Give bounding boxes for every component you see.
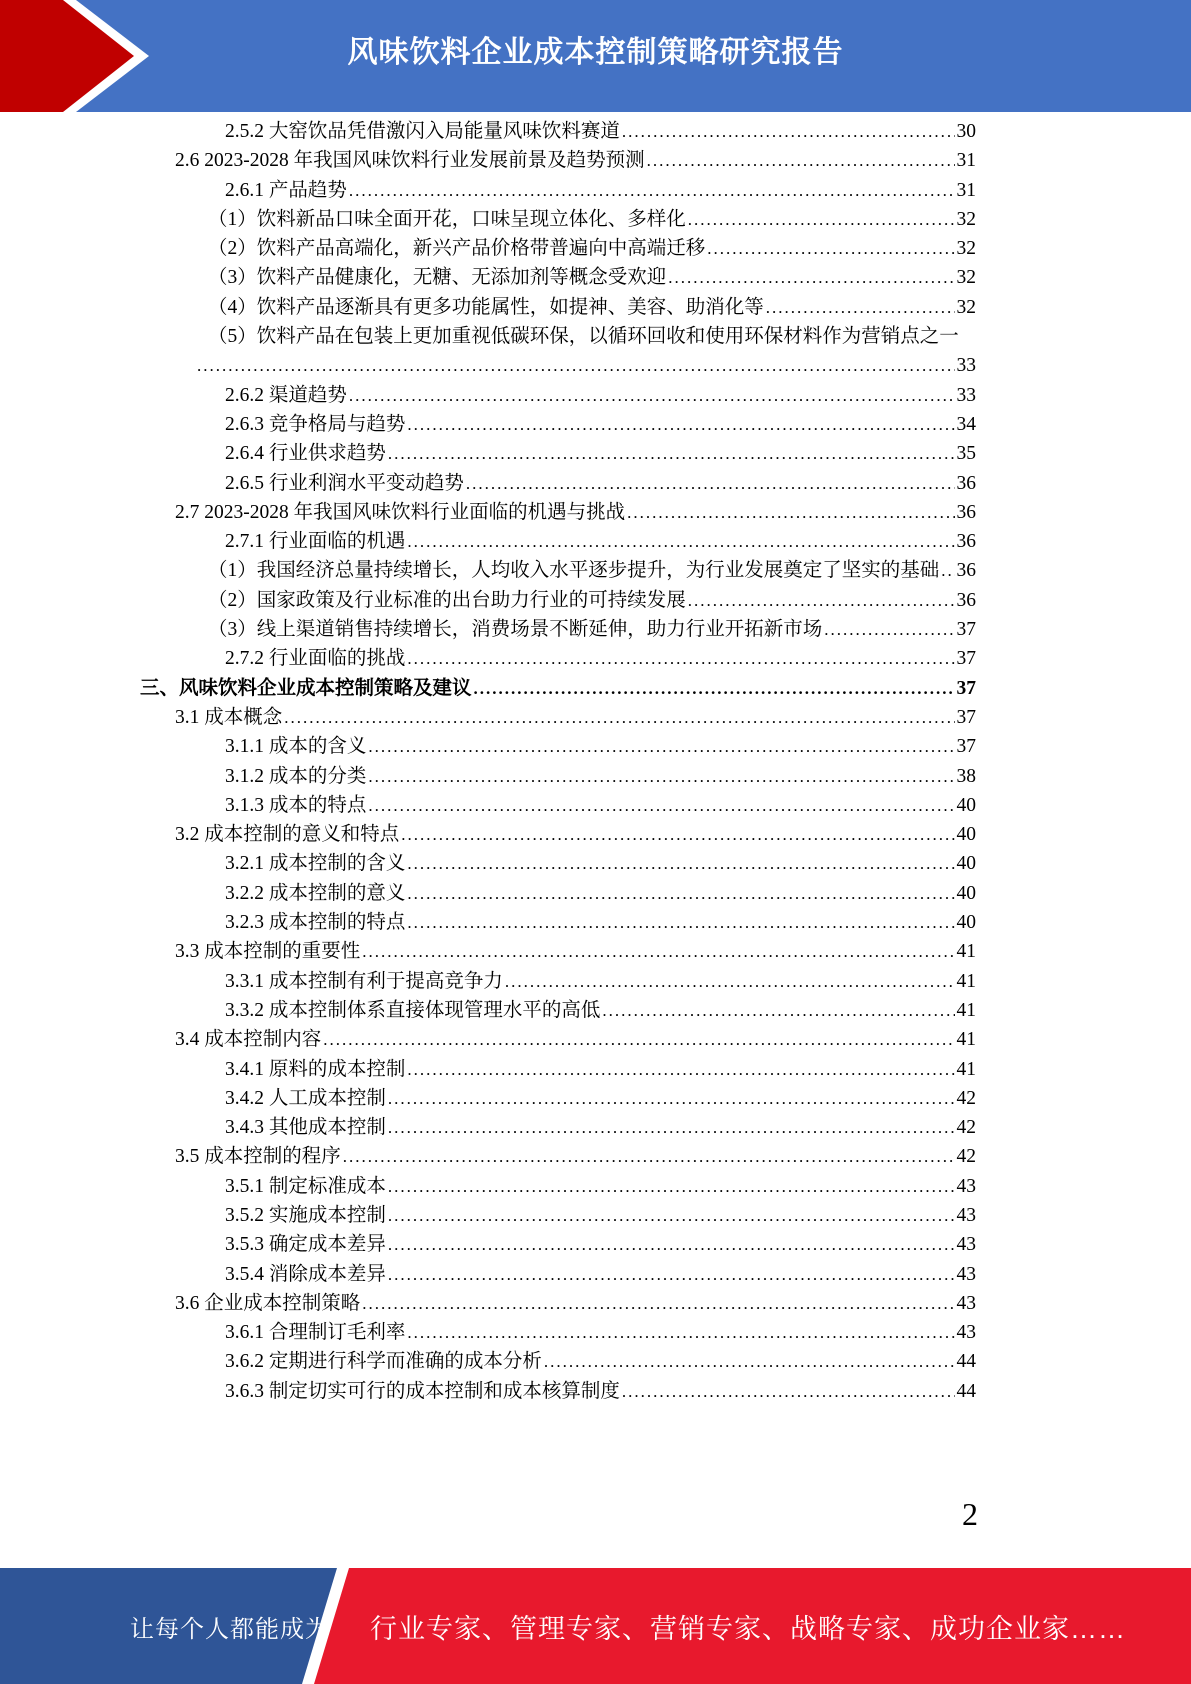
toc-leader-dots: [368, 732, 954, 761]
toc-entry-label: 2.5.2 大窑饮品凭借激闪入局能量风味饮料赛道: [225, 121, 620, 142]
toc-entry-label: 3.2.2 成本控制的意义: [225, 882, 406, 904]
toc-entry-page: 43: [956, 1263, 976, 1285]
toc-entry-label: 2.6.4 行业供求趋势: [225, 443, 386, 465]
toc-leader-dots: [407, 527, 954, 556]
toc-entry: [140, 176, 976, 205]
toc-entry: [140, 1025, 976, 1054]
toc-entry: [140, 674, 976, 703]
toc-entry-page: 36: [956, 501, 976, 523]
toc-entry-label: 3.5.4 消除成本差异: [225, 1263, 386, 1285]
toc-entry: [140, 644, 976, 673]
toc-entry-label: 3.6.3 制定切实可行的成本控制和成本核算制度: [225, 1380, 620, 1402]
toc-entry-page: 41: [956, 1058, 976, 1080]
toc-entry-label: （1）我国经济总量持续增长，人均收入水平逐步提升，为行业发展奠定了坚实的基础: [208, 560, 940, 582]
toc-entry-label: 3.2.3 成本控制的特点: [225, 912, 406, 934]
toc-entry-page: 43: [956, 1175, 976, 1197]
toc-leader-dots: [647, 146, 955, 175]
toc-entry-page: 43: [956, 1234, 976, 1256]
toc-entry-page: 30: [956, 121, 976, 142]
toc-leader-dots: [407, 644, 954, 673]
toc-entry-page: 32: [956, 296, 976, 318]
toc-entry-page: 42: [956, 1117, 976, 1139]
toc-leader-dots: [688, 205, 955, 234]
toc-entry: [140, 146, 976, 175]
toc-entry: [140, 381, 976, 410]
footer-band: [0, 1568, 1191, 1684]
toc-entry-label: 3.1.1 成本的含义: [225, 736, 367, 758]
toc-entry-page: 37: [956, 736, 976, 758]
toc-leader-dots: [197, 351, 955, 380]
toc-leader-dots: [688, 586, 955, 615]
toc-leader-dots: [707, 234, 954, 263]
toc-leader-dots: [407, 879, 954, 908]
toc-entry-label: （3）线上渠道销售持续增长，消费场景不断延伸，助力行业开拓新市场: [208, 619, 823, 641]
toc-entry-page: 37: [956, 619, 976, 641]
toc-entry-page: 32: [956, 267, 976, 289]
toc-leader-dots: [401, 820, 954, 849]
toc-leader-dots: [388, 1084, 955, 1113]
toc-leader-dots: [362, 1289, 954, 1318]
toc-entry-page: 40: [956, 853, 976, 875]
toc-entry-label: 3.1.3 成本的特点: [225, 794, 367, 816]
toc-entry-label: 3.6.2 定期进行科学而准确的成本分析: [225, 1351, 542, 1373]
toc-leader-dots: [622, 117, 955, 146]
toc-leader-dots: [368, 791, 954, 820]
toc-entry: [140, 1055, 976, 1084]
toc-leader-dots: [766, 293, 955, 322]
toc-leader-dots: [668, 263, 954, 292]
toc-leader-dots: [323, 1025, 954, 1054]
toc-entry: [140, 849, 976, 878]
toc-entry: [140, 410, 976, 439]
toc-leader-dots: [368, 762, 954, 791]
toc-leader-dots: [466, 469, 955, 498]
toc-entry-label: 3.4.1 原料的成本控制: [225, 1058, 406, 1080]
toc-leader-dots: [388, 1172, 955, 1201]
toc-entry-label: （3）饮料产品健康化，无糖、无添加剂等概念受欢迎: [208, 267, 667, 289]
toc-entry: [140, 263, 976, 292]
toc-entry-label: 3.4.3 其他成本控制: [225, 1117, 386, 1139]
toc-entry-label: 3.2 成本控制的意义和特点: [175, 824, 400, 846]
toc-entry-page: 32: [956, 238, 976, 260]
toc-entry-label: （2）国家政策及行业标准的出台助力行业的可持续发展: [208, 589, 686, 611]
toc-entry: [140, 498, 976, 527]
toc-entry: [140, 117, 976, 146]
toc-entry-page: 31: [956, 179, 976, 201]
toc-leader-dots: [602, 996, 954, 1025]
toc-entry: [140, 820, 976, 849]
toc-list: [140, 117, 976, 1406]
header-band: [0, 0, 1191, 112]
toc-leader-dots: [407, 849, 954, 878]
toc-entry-label: 3.4.2 人工成本控制: [225, 1087, 386, 1109]
toc-entry: [140, 1201, 976, 1230]
toc-leader-dots: [941, 556, 954, 585]
footer-slogan-left: 让每个人都能成为: [130, 1615, 330, 1643]
toc-entry: [140, 586, 976, 615]
toc-leader-dots: [544, 1347, 955, 1376]
toc-entry-label: 3.3 成本控制的重要性: [175, 941, 361, 963]
toc-entry: [140, 908, 976, 937]
toc-entry: [140, 293, 976, 322]
toc-entry-page: 44: [956, 1351, 976, 1373]
toc-entry-page: 41: [956, 970, 976, 992]
toc-entry: [140, 234, 976, 263]
toc-entry-page: 41: [956, 1029, 976, 1051]
toc-entry-page: 42: [956, 1087, 976, 1109]
toc-entry-label: 3.2.1 成本控制的含义: [225, 853, 406, 875]
toc-entry: [140, 1377, 976, 1406]
toc-leader-dots: [407, 1318, 954, 1347]
toc-entry-label: 2.6.3 竞争格局与趋势: [225, 413, 406, 435]
toc-entry: [140, 1347, 976, 1376]
toc-leader-dots: [407, 908, 954, 937]
toc-entry-label: （2）饮料产品高端化，新兴产品价格带普遍向中高端迁移: [208, 238, 706, 260]
toc-entry-page: 38: [956, 765, 976, 787]
toc-entry-page: 40: [956, 824, 976, 846]
toc-entry: [140, 322, 976, 351]
toc-entry: [140, 469, 976, 498]
toc-entry-page: 36: [956, 531, 976, 553]
toc-entry: [140, 1142, 976, 1171]
toc-entry-label: 3.6 企业成本控制策略: [175, 1292, 361, 1314]
toc-entry-page: 40: [956, 794, 976, 816]
toc-entry: [140, 732, 976, 761]
toc-leader-dots: [474, 674, 955, 703]
toc-entry-page: 37: [956, 677, 976, 699]
toc-entry-page: 40: [956, 882, 976, 904]
toc-entry-page: 43: [956, 1292, 976, 1314]
toc-entry-page: 37: [956, 706, 976, 728]
toc-entry-label: 三、风味饮料企业成本控制策略及建议: [140, 677, 472, 699]
toc-entry-page: 34: [956, 413, 976, 435]
toc-entry-label: 2.6.5 行业利润水平变动趋势: [225, 472, 464, 494]
toc-entry: [140, 1172, 976, 1201]
report-title: 风味饮料企业成本控制策略研究报告: [347, 36, 844, 69]
toc-entry-label: 2.7 2023-2028 年我国风味饮料行业面临的机遇与挑战: [175, 501, 626, 523]
toc-entry-label: 3.5.1 制定标准成本: [225, 1175, 386, 1197]
page-number: 2: [962, 1496, 978, 1532]
toc-entry-label: 2.6.1 产品趋势: [225, 179, 347, 201]
toc-entry-label: 2.7.1 行业面临的机遇: [225, 531, 406, 553]
toc-entry-label: 2.7.2 行业面临的挑战: [225, 648, 406, 670]
toc-entry-page: 36: [956, 560, 976, 582]
toc-entry-page: 43: [956, 1204, 976, 1226]
toc-entry: [140, 1289, 976, 1318]
toc-entry-label: 3.5.2 实施成本控制: [225, 1204, 386, 1226]
toc-leader-dots: [407, 410, 954, 439]
toc-entry: [140, 615, 976, 644]
toc-entry: [140, 937, 976, 966]
toc-leader-dots: [349, 176, 955, 205]
toc-leader-dots: [505, 967, 955, 996]
toc-entry-label: （1）饮料新品口味全面开花，口味呈现立体化、多样化: [208, 208, 686, 230]
toc-entry-page: 40: [956, 912, 976, 934]
toc-entry-page: 37: [956, 648, 976, 670]
toc-entry-label: 2.6 2023-2028 年我国风味饮料行业发展前景及趋势预测: [175, 150, 645, 172]
toc-entry-label: 3.4 成本控制内容: [175, 1029, 322, 1051]
toc-leader-dots: [622, 1377, 955, 1406]
toc-entry: [140, 205, 976, 234]
toc-entry-page: 33: [956, 355, 976, 377]
toc-entry: [140, 1260, 976, 1289]
toc-entry-label: 3.5 成本控制的程序: [175, 1146, 341, 1168]
toc-entry: [140, 1084, 976, 1113]
toc-leader-dots: [284, 703, 954, 732]
toc-entry-label: 3.1 成本概念: [175, 706, 283, 728]
toc-leader-dots: [349, 381, 955, 410]
toc-entry: [140, 527, 976, 556]
toc-leader-dots: [388, 439, 955, 468]
toc-entry: [140, 967, 976, 996]
toc-entry-label: 3.6.1 合理制订毛利率: [225, 1322, 406, 1344]
toc-leader-dots: [627, 498, 954, 527]
toc-entry: [140, 1230, 976, 1259]
toc-entry-page: 31: [956, 150, 976, 172]
toc-leader-dots: [343, 1142, 955, 1171]
toc-entry-page: 41: [956, 941, 976, 963]
toc-entry-page: 36: [956, 589, 976, 611]
toc-leader-dots: [824, 615, 954, 644]
toc-leader-dots: [388, 1113, 955, 1142]
toc-entry-label: 3.1.2 成本的分类: [225, 765, 367, 787]
toc-leader-dots: [388, 1201, 955, 1230]
toc-entry-page: 43: [956, 1322, 976, 1344]
toc-entry-label: 3.3.1 成本控制有利于提高竞争力: [225, 970, 503, 992]
footer-slogan-right: 行业专家、管理专家、营销专家、战略专家、成功企业家……: [370, 1613, 1126, 1644]
toc-entry-label: 3.5.3 确定成本差异: [225, 1234, 386, 1256]
toc-entry-page: 33: [956, 384, 976, 406]
toc-entry: [140, 791, 976, 820]
toc-entry: [140, 996, 976, 1025]
toc-entry-page: 32: [956, 208, 976, 230]
toc-leader-dots: [388, 1260, 955, 1289]
toc-entry: [140, 703, 976, 732]
toc-entry-label: 3.3.2 成本控制体系直接体现管理水平的高低: [225, 999, 601, 1021]
toc-leader-dots: [362, 937, 954, 966]
toc-entry-page: 41: [956, 999, 976, 1021]
toc-entry-page: 42: [956, 1146, 976, 1168]
toc-entry: [140, 1318, 976, 1347]
toc-entry: [140, 556, 976, 585]
toc-entry-page: 35: [956, 443, 976, 465]
toc-leader-dots: [388, 1230, 955, 1259]
toc-entry-label: 2.6.2 渠道趋势: [225, 384, 347, 406]
toc-entry-label: （4）饮料产品逐渐具有更多功能属性，如提神、美容、助消化等: [208, 296, 764, 318]
toc-leader-dots: [407, 1055, 954, 1084]
toc-entry: [140, 762, 976, 791]
toc-entry: [140, 879, 976, 908]
toc-entry-label: （5）饮料产品在包装上更加重视低碳环保，以循环回收和使用环保材料作为营销点之一: [208, 326, 959, 348]
toc-entry: [140, 1113, 976, 1142]
toc-entry: [140, 351, 976, 380]
toc-entry: [140, 439, 976, 468]
toc-entry-page: 44: [956, 1380, 976, 1402]
toc-entry-page: 36: [956, 472, 976, 494]
